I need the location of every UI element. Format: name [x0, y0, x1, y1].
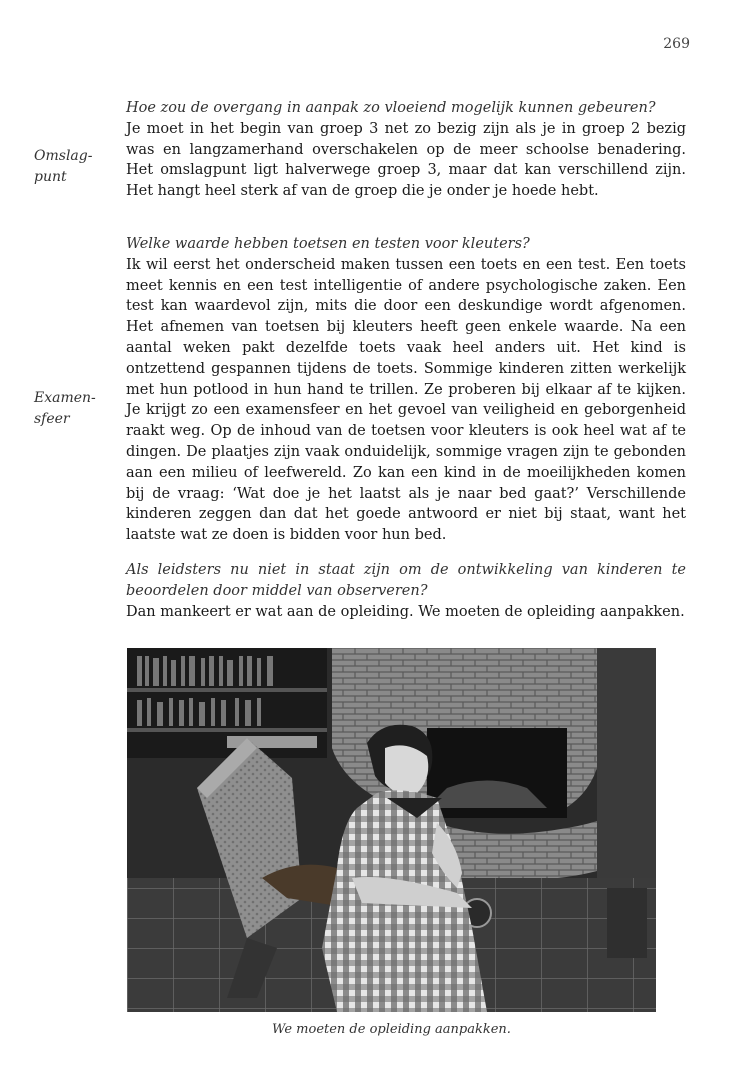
page-number: 269 [663, 36, 690, 52]
margin-note-line: punt [34, 169, 67, 185]
section-observation [126, 560, 686, 622]
interview-answer: Dan mankeert er wat aan de opleiding. We moeten de opleiding aanpakken. [126, 603, 685, 620]
photo-caption: We moeten de opleiding aanpakken. [272, 1022, 511, 1037]
interview-question: Hoe zou de overgang in aanpak zo vloeiend mogelijk kunnen gebeuren? [126, 100, 656, 116]
margin-note-line: Omslag- [34, 148, 93, 164]
photo-illustration [127, 648, 656, 1012]
margin-note-examensfeer [34, 388, 122, 430]
margin-note-line: Examen- [34, 390, 96, 406]
bookshelf [127, 648, 327, 758]
photo-woman-in-armchair [127, 648, 656, 1012]
interview-question: Als leidsters nu niet in staat zijn om de ontwikkeling van kinderen te beoordelen door middel van observeren? [126, 562, 686, 599]
interview-question: Welke waarde hebben toetsen en testen voor kleuters? [126, 236, 530, 252]
section-transition [126, 98, 686, 202]
interview-answer: Ik wil eerst het onderscheid maken tussen een toets en een test. Een toets meet kennis en een test intelligentie of andere psychologische zaken. Een test kan waardevol zijn, mits die door een deskundige wordt afgenomen. Het afnemen van toetsen bij kleuters heeft geen enkele waarde. Na een aantal weken pakt dezelfde toets vaak heel anders uit. Het kind is ontzettend gespannen tijdens de toets. Sommige kinderen zitten werkelijk met hun potlood in hun hand te trillen. Ze proberen bij elkaar af te kijken. Je krijgt zo een examensfeer en het gevoel van veiligheid en geborgenheid raakt weg. Op de inhoud van de toetsen voor kleuters is ook heel wat af te dingen. De plaatjes zijn vaak onduidelijk, sommige vragen zijn te gebonden aan een milieu of leefwereld. Zo kan een kind in de moeilijkheden komen bij de vraag: ‘Wat doe je het laatst als je naar bed gaat?’ Verschillende kinderen zeggen dan dat het goede antwoord er niet bij staat, want het laatste wat ze doen is bidden voor hun bed. [126, 256, 686, 544]
margin-note-line: sfeer [34, 411, 70, 427]
margin-note-omslagpunt [34, 146, 122, 188]
side-chair [607, 888, 647, 958]
interview-answer: Je moet in het begin van groep 3 net zo bezig zijn als je in groep 2 bezig was en langzamerhand overschakelen op de meer schoolse benadering. Het omslagpunt ligt halverwege groep 3, maar dat kan verschillend zijn. Het hangt heel sterk af van de groep die je onder je hoede hebt. [126, 120, 686, 200]
section-tests [126, 234, 686, 546]
